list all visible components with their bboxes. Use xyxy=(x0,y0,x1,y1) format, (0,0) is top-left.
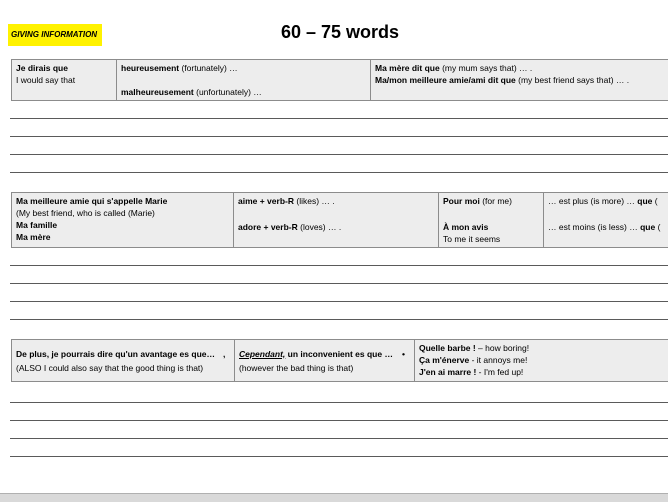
table2-cell-3 xyxy=(439,193,544,248)
text: … est plus (is more) … xyxy=(548,196,637,206)
translation-also: (ALSO I could also say that the good thing is that) xyxy=(16,362,230,374)
text: (loves) … . xyxy=(298,222,341,232)
phrase-pour-moi xyxy=(443,195,539,207)
table1-cell-1 xyxy=(12,60,117,101)
bold-text: adore + verb-R xyxy=(238,222,298,232)
writing-line[interactable] xyxy=(10,438,668,439)
phrase-quelle-barbe xyxy=(419,342,664,354)
writing-line[interactable] xyxy=(10,319,668,320)
page-title: 60 – 75 words xyxy=(240,22,440,43)
phrase-ma-mere: Ma mère xyxy=(16,231,229,243)
phrase-a-mon-avis: À mon avis xyxy=(443,221,539,233)
bold-text: que xyxy=(637,196,652,206)
phrase-je-dirais-que: Je dirais que xyxy=(16,62,112,74)
table3-cell-2 xyxy=(235,340,415,382)
translation-i-would-say: I would say that xyxy=(16,74,112,86)
phrase-jen-ai-marre xyxy=(419,366,664,378)
phrase-meilleure-amie-dit-que xyxy=(375,74,664,86)
writing-line[interactable] xyxy=(10,172,668,173)
bold-text: que xyxy=(640,222,655,232)
bold-text: Ma/mon meilleure amie/ami dit que xyxy=(375,75,516,85)
phrase-ca-menerve xyxy=(419,354,664,366)
writing-line[interactable] xyxy=(10,402,668,403)
text: (my mum says that) … . xyxy=(440,63,533,73)
text: … est moins (is less) … xyxy=(548,222,640,232)
text: ( xyxy=(655,222,660,232)
phrase-heureusement xyxy=(121,62,366,74)
bold-text: J'en ai marre ! xyxy=(419,367,476,377)
bold-text: De plus, je pourrais dire qu'un avantage es que… xyxy=(16,349,215,359)
bold-text: Ma mère dit que xyxy=(375,63,440,73)
bullet-mark: • xyxy=(402,349,405,359)
text: - it annoys me! xyxy=(469,355,527,365)
writing-line[interactable] xyxy=(10,265,668,266)
phrase-adore xyxy=(238,221,434,233)
bold-text: Quelle barbe ! xyxy=(419,343,476,353)
text: ( xyxy=(652,196,657,206)
table3-cell-3 xyxy=(415,340,668,382)
phrase-est-plus xyxy=(548,195,664,207)
translation-to-me-it-seems: To me it seems xyxy=(443,233,539,245)
phrase-ma-famille: Ma famille xyxy=(16,219,229,231)
phrase-de-plus xyxy=(16,348,230,360)
text: - I'm fed up! xyxy=(476,367,523,377)
bold-text: un inconvenient es que … xyxy=(285,349,393,359)
table2-cell-4 xyxy=(544,193,668,248)
bold-text: heureusement xyxy=(121,63,179,73)
writing-line[interactable] xyxy=(10,456,668,457)
phrase-cependant xyxy=(239,348,410,360)
writing-line[interactable] xyxy=(10,136,668,137)
section-tag: GIVING INFORMATION xyxy=(8,24,102,46)
bold-text: malheureusement xyxy=(121,87,194,97)
phrase-aime xyxy=(238,195,434,207)
text: (likes) … . xyxy=(294,196,335,206)
translation-my-best-friend: (My best friend, who is called (Marie) xyxy=(16,207,229,219)
phrase-ma-meilleure-amie: Ma meilleure amie qui s'appelle Marie xyxy=(16,195,229,207)
table2-cell-1 xyxy=(12,193,234,248)
phrase-est-moins xyxy=(548,221,664,233)
bold-italic-text: Cependant, xyxy=(239,349,285,359)
text: (fortunately) … xyxy=(179,63,238,73)
phrase-malheureusement xyxy=(121,86,366,98)
writing-line[interactable] xyxy=(10,301,668,302)
text: (my best friend says that) … . xyxy=(516,75,629,85)
table1-cell-2 xyxy=(117,60,371,101)
writing-line[interactable] xyxy=(10,283,668,284)
table1-cell-3 xyxy=(371,60,668,101)
text: (unfortunately) … xyxy=(194,87,262,97)
phrase-table-2 xyxy=(11,192,668,248)
phrase-ma-mere-dit-que xyxy=(375,62,664,74)
table2-cell-2 xyxy=(234,193,439,248)
writing-line[interactable] xyxy=(10,154,668,155)
bold-text: Pour moi xyxy=(443,196,480,206)
translation-however: (however the bad thing is that) xyxy=(239,362,410,374)
table3-cell-1 xyxy=(12,340,235,382)
bold-text: aime + verb-R xyxy=(238,196,294,206)
phrase-table-3 xyxy=(11,339,668,382)
writing-line[interactable] xyxy=(10,118,668,119)
text: (for me) xyxy=(480,196,512,206)
bold-text: Ça m'énerve xyxy=(419,355,469,365)
writing-line[interactable] xyxy=(10,420,668,421)
text: – how boring! xyxy=(476,343,529,353)
phrase-table-1 xyxy=(11,59,668,101)
comma-mark: , xyxy=(223,349,225,359)
